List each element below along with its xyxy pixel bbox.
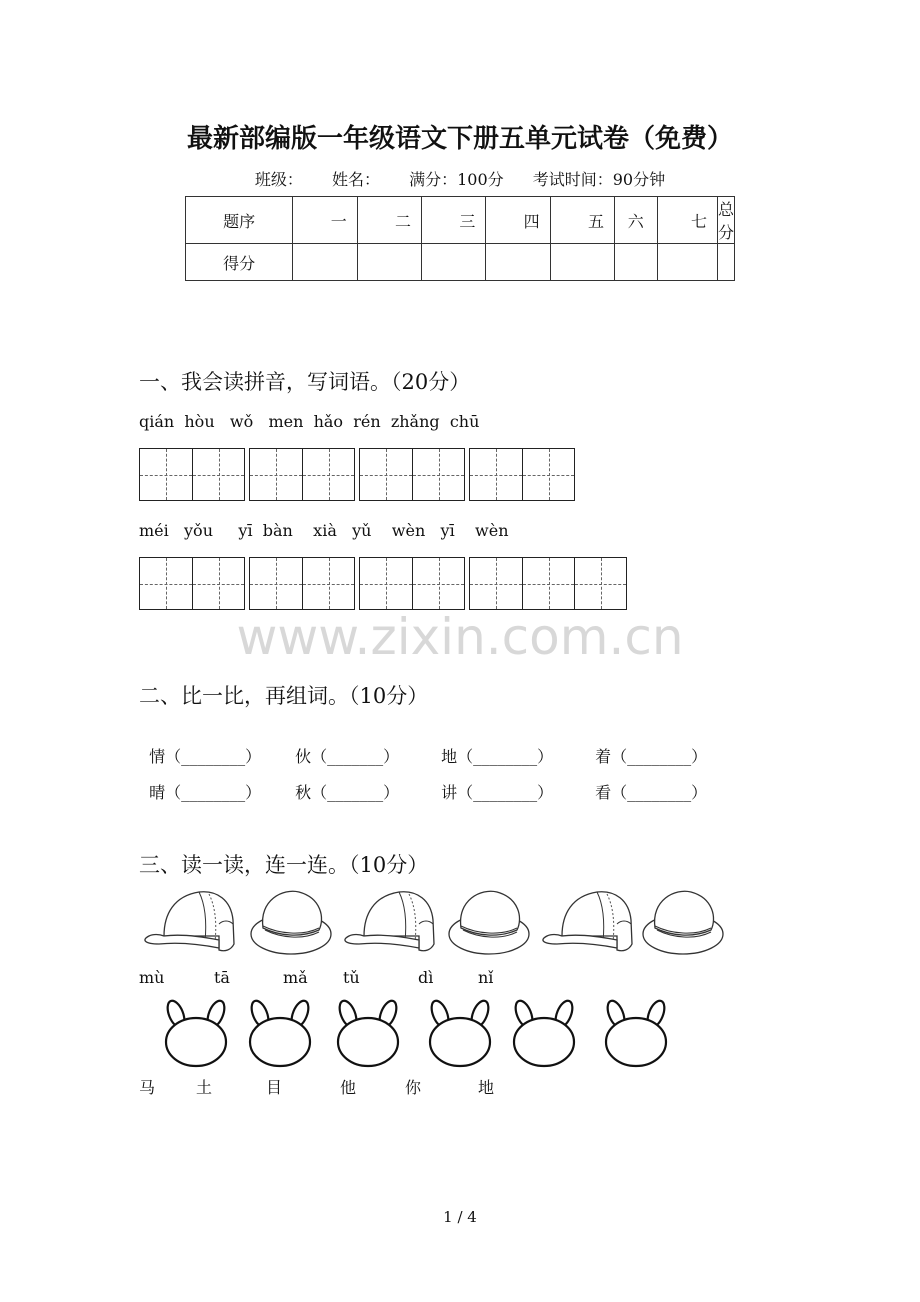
row-label: 得分 (186, 244, 293, 281)
header-cell: 二 (357, 197, 421, 244)
word-box[interactable] (469, 557, 627, 610)
bucket-hat-icon[interactable] (643, 891, 723, 954)
char-cell[interactable] (192, 558, 244, 609)
bunny-icon[interactable] (248, 998, 311, 1066)
score-cell[interactable] (422, 244, 486, 281)
bunny-icon[interactable] (604, 998, 667, 1066)
char-cell[interactable] (522, 558, 574, 609)
full-score: 满分：100分 (409, 170, 504, 189)
writing-grid-row2 (139, 557, 627, 610)
header-cell: 总分 (717, 197, 734, 244)
class-label: 班级： (254, 170, 303, 189)
watermark: www.zixin.com.cn (236, 608, 684, 666)
char-cell[interactable] (574, 558, 626, 609)
page-title: 最新部编版一年级语文下册五单元试卷（免费） (186, 124, 733, 154)
char-cell[interactable] (412, 449, 464, 500)
char-di: 地 (478, 1078, 495, 1097)
section1-heading: 一、我会读拼音，写词语。（20分） (139, 370, 471, 394)
bucket-hat-icon[interactable] (449, 891, 529, 954)
score-cell[interactable] (615, 244, 658, 281)
char-cell[interactable] (360, 449, 412, 500)
pinyin-ma: mǎ (283, 968, 308, 987)
compare-item[interactable]: 地（________） (441, 747, 554, 766)
score-table-score-row (186, 244, 735, 281)
char-cell[interactable] (302, 449, 354, 500)
score-table (185, 196, 735, 281)
char-ta: 他 (340, 1078, 357, 1097)
header-cell: 七 (657, 197, 717, 244)
pinyin-ni: nǐ (478, 968, 494, 987)
writing-grid-row1 (139, 448, 579, 501)
compare-item[interactable]: 伙（_______） (295, 747, 400, 766)
bucket-hat-icon[interactable] (251, 891, 331, 954)
char-cell[interactable] (302, 558, 354, 609)
char-cell[interactable] (522, 449, 574, 500)
char-tu: 土 (196, 1078, 213, 1097)
char-cell[interactable] (140, 558, 192, 609)
bunny-icon[interactable] (336, 998, 399, 1066)
section1-pinyin-line2: méi yǒu yī bàn xià yǔ wèn yī wèn (139, 521, 509, 540)
header-cell: 一 (293, 197, 357, 244)
score-cell[interactable] (550, 244, 614, 281)
word-box[interactable] (249, 448, 355, 501)
header-cell: 三 (422, 197, 486, 244)
pinyin-tu: tǔ (343, 968, 360, 987)
header-cell: 四 (486, 197, 550, 244)
exam-info (0, 167, 920, 190)
char-ma: 马 (139, 1078, 156, 1097)
word-box[interactable] (139, 448, 245, 501)
compare-item[interactable]: 着（________） (595, 747, 708, 766)
header-cell: 题序 (186, 197, 293, 244)
char-cell[interactable] (140, 449, 192, 500)
char-cell[interactable] (250, 449, 302, 500)
compare-item[interactable]: 看（________） (595, 783, 708, 802)
word-box[interactable] (359, 448, 465, 501)
cap-icon[interactable] (345, 892, 434, 951)
char-cell[interactable] (250, 558, 302, 609)
pinyin-ta: tā (214, 968, 230, 987)
char-cell[interactable] (470, 449, 522, 500)
compare-item[interactable]: 秋（_______） (295, 783, 400, 802)
char-mu: 目 (266, 1078, 283, 1097)
section2-heading: 二、比一比，再组词。（10分） (139, 684, 429, 708)
char-ni: 你 (405, 1078, 422, 1097)
section3-heading: 三、读一读，连一连。（10分） (139, 853, 429, 877)
cap-icon[interactable] (145, 892, 234, 951)
hats-row (139, 884, 739, 960)
word-box[interactable] (249, 557, 355, 610)
score-table-header-row (186, 197, 735, 244)
word-box[interactable] (469, 448, 575, 501)
char-cell[interactable] (192, 449, 244, 500)
exam-time: 考试时间：90分钟 (532, 170, 666, 189)
score-cell[interactable] (293, 244, 357, 281)
char-cell[interactable] (360, 558, 412, 609)
page-number: 1 / 4 (443, 1208, 477, 1226)
score-cell[interactable] (717, 244, 734, 281)
compare-item[interactable]: 晴（________） (149, 783, 262, 802)
score-cell[interactable] (357, 244, 421, 281)
bunny-icon[interactable] (164, 998, 227, 1066)
header-cell: 六 (615, 197, 658, 244)
compare-row-2 (139, 761, 707, 803)
score-cell[interactable] (486, 244, 550, 281)
score-cell[interactable] (657, 244, 717, 281)
section1-pinyin-line1: qián hòu wǒ men hǎo rén zhǎng chū (139, 412, 480, 431)
cap-icon[interactable] (543, 892, 632, 951)
pinyin-di: dì (418, 968, 434, 987)
word-box[interactable] (139, 557, 245, 610)
bunnies-row (150, 996, 680, 1068)
char-cell[interactable] (470, 558, 522, 609)
header-cell: 五 (550, 197, 614, 244)
pinyin-mu: mù (139, 968, 165, 987)
word-box[interactable] (359, 557, 465, 610)
bunny-icon[interactable] (512, 998, 575, 1066)
name-label: 姓名： (331, 170, 380, 189)
char-cell[interactable] (412, 558, 464, 609)
compare-item[interactable]: 讲（________） (441, 783, 554, 802)
bunny-icon[interactable] (428, 998, 491, 1066)
compare-item[interactable]: 情（________） (149, 747, 262, 766)
